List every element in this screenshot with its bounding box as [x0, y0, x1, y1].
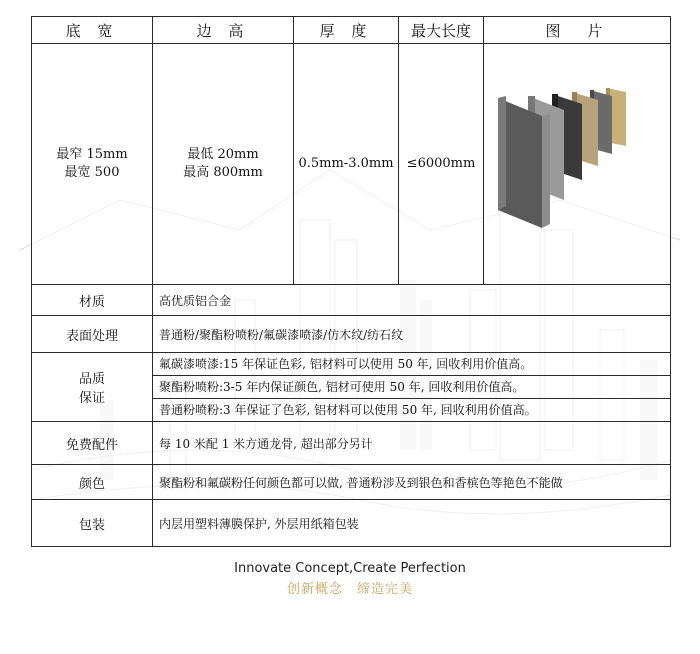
quality-line-polyester: 聚酯粉喷粉:3-5 年内保证颜色, 铝材可使用 50 年, 回收利用价值高。	[153, 375, 670, 399]
accessory-label: 免费配件	[32, 422, 153, 465]
width-min: 最窄 15mm	[56, 147, 128, 162]
image-cell	[484, 44, 671, 285]
header-max-length: 最大长度	[399, 17, 484, 44]
aluminum-profile-image	[498, 88, 658, 238]
header-edge-height: 边 高	[153, 17, 294, 44]
max-length-value: ≤6000mm	[406, 156, 476, 171]
packaging-value: 内层用塑料薄膜保护, 外层用纸箱包装	[153, 500, 671, 547]
accessory-value: 每 10 米配 1 米方通龙骨, 超出部分另计	[153, 422, 671, 465]
quality-line-fluorocarbon: 氟碳漆喷漆:15 年保证色彩, 铝材料可以使用 50 年, 回收利用价值高。	[159, 357, 533, 371]
thickness-cell	[294, 44, 399, 285]
surface-label: 表面处理	[32, 316, 153, 353]
quality-value	[153, 353, 671, 422]
quality-label	[32, 353, 153, 422]
spec-table	[31, 16, 671, 547]
surface-value: 普通粉/聚酯粉喷粉/氟碳漆喷漆/仿木纹/纺石纹	[153, 316, 671, 353]
height-cell	[153, 44, 294, 285]
quality-row	[32, 353, 671, 422]
quality-line-ordinary: 普通粉喷粉:3 年保证了色彩, 铝材料可以使用 50 年, 回收利用价值高。	[159, 403, 537, 417]
max-length-cell	[399, 44, 484, 285]
specs-row	[32, 44, 671, 285]
header-image: 图 片	[484, 17, 671, 44]
height-max: 最高 800mm	[183, 165, 263, 180]
quality-label-line-1: 品质	[78, 372, 105, 387]
thickness-value: 0.5mm-3.0mm	[298, 156, 394, 171]
surface-row	[32, 316, 671, 353]
height-min: 最低 20mm	[187, 147, 259, 162]
accessory-row	[32, 422, 671, 465]
header-width: 底 宽	[32, 17, 153, 44]
slogan-english: Innovate Concept,Create Perfection	[234, 561, 466, 576]
width-cell	[32, 44, 153, 285]
color-value: 聚酯粉和氟碳粉任何颜色都可以做, 普通粉涉及到银色和香槟色等艳色不能做	[153, 465, 671, 500]
packaging-label: 包装	[32, 500, 153, 547]
width-max: 最宽 500	[64, 165, 120, 180]
color-row	[32, 465, 671, 500]
color-label: 颜色	[32, 465, 153, 500]
quality-label-line-2: 保证	[78, 391, 105, 406]
header-thickness: 厚 度	[294, 17, 399, 44]
material-row	[32, 285, 671, 316]
material-label: 材质	[32, 285, 153, 316]
header-row	[32, 17, 671, 44]
material-value: 高优质铝合金	[153, 285, 671, 316]
slogan-chinese: 创新概念 缔造完美	[286, 582, 413, 597]
packaging-row	[32, 500, 671, 547]
